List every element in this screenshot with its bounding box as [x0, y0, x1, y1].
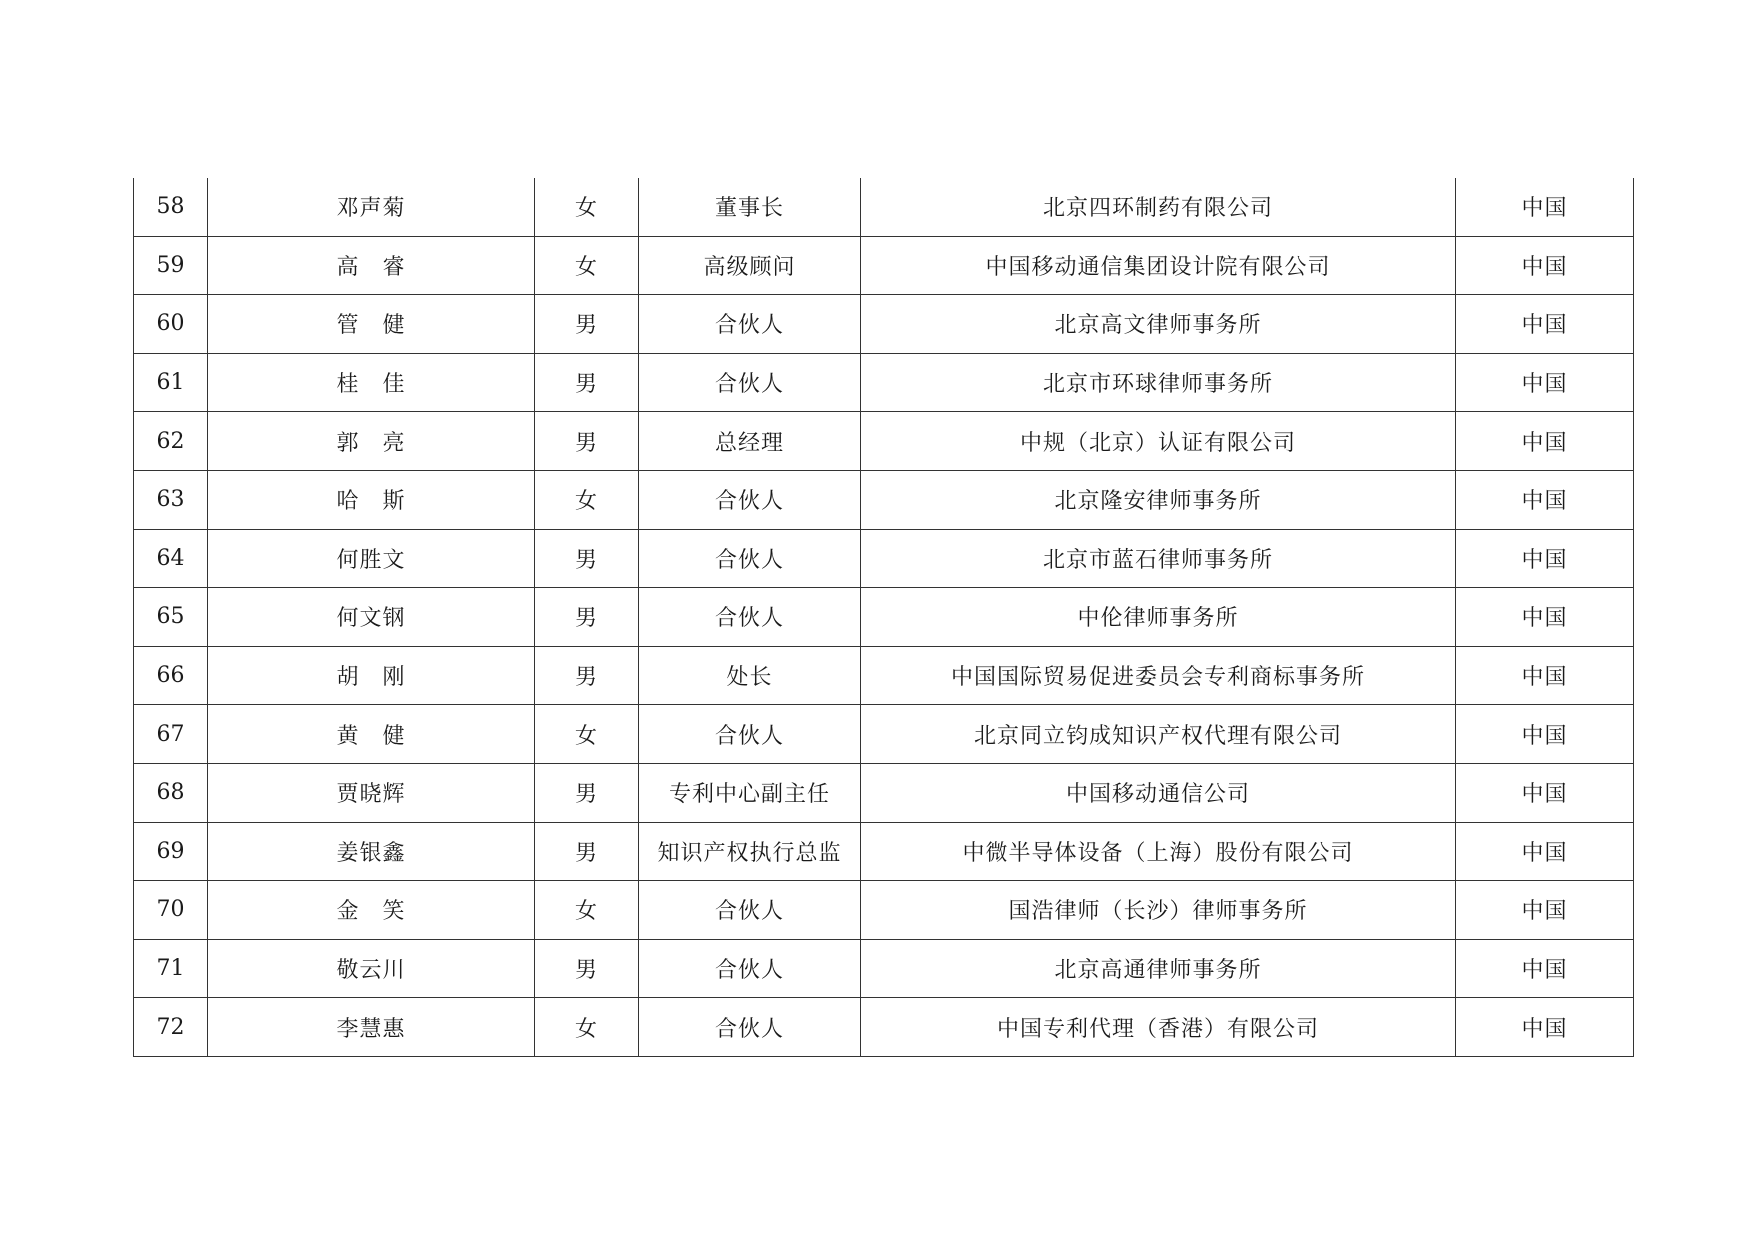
country-cell: 中国 — [1456, 470, 1634, 529]
gender-cell: 女 — [535, 178, 639, 236]
country-cell: 中国 — [1456, 529, 1634, 588]
position-cell: 知识产权执行总监 — [639, 822, 861, 881]
row-number-cell: 64 — [134, 529, 208, 588]
gender-cell: 女 — [535, 470, 639, 529]
row-number-cell: 62 — [134, 412, 208, 471]
member-table-body — [134, 178, 1634, 1056]
organization-cell: 国浩律师（长沙）律师事务所 — [861, 881, 1456, 940]
row-number-cell: 65 — [134, 588, 208, 647]
position-cell: 合伙人 — [639, 353, 861, 412]
name-cell: 桂 佳 — [208, 353, 535, 412]
country-cell: 中国 — [1456, 939, 1634, 998]
row-number-cell: 60 — [134, 295, 208, 354]
member-table — [133, 178, 1634, 1057]
table-row — [134, 646, 1634, 705]
name-cell: 哈 斯 — [208, 470, 535, 529]
organization-cell: 中规（北京）认证有限公司 — [861, 412, 1456, 471]
row-number-cell: 66 — [134, 646, 208, 705]
name-cell: 金 笑 — [208, 881, 535, 940]
table-row — [134, 998, 1634, 1057]
position-cell: 董事长 — [639, 178, 861, 236]
position-cell: 合伙人 — [639, 881, 861, 940]
name-cell: 管 健 — [208, 295, 535, 354]
gender-cell: 男 — [535, 295, 639, 354]
organization-cell: 北京四环制药有限公司 — [861, 178, 1456, 236]
table-row — [134, 939, 1634, 998]
organization-cell: 北京同立钧成知识产权代理有限公司 — [861, 705, 1456, 764]
organization-cell: 北京高通律师事务所 — [861, 939, 1456, 998]
country-cell: 中国 — [1456, 998, 1634, 1057]
organization-cell: 北京高文律师事务所 — [861, 295, 1456, 354]
name-cell: 贾晓辉 — [208, 763, 535, 822]
gender-cell: 男 — [535, 646, 639, 705]
position-cell: 专利中心副主任 — [639, 763, 861, 822]
gender-cell: 男 — [535, 763, 639, 822]
table-row — [134, 881, 1634, 940]
gender-cell: 女 — [535, 881, 639, 940]
table-row — [134, 763, 1634, 822]
row-number-cell: 61 — [134, 353, 208, 412]
name-cell: 李慧惠 — [208, 998, 535, 1057]
organization-cell: 中伦律师事务所 — [861, 588, 1456, 647]
country-cell: 中国 — [1456, 412, 1634, 471]
position-cell: 合伙人 — [639, 939, 861, 998]
organization-cell: 中国移动通信公司 — [861, 763, 1456, 822]
row-number-cell: 59 — [134, 236, 208, 295]
row-number-cell: 68 — [134, 763, 208, 822]
row-number-cell: 58 — [134, 178, 208, 236]
row-number-cell: 71 — [134, 939, 208, 998]
organization-cell: 中微半导体设备（上海）股份有限公司 — [861, 822, 1456, 881]
name-cell: 高 睿 — [208, 236, 535, 295]
country-cell: 中国 — [1456, 353, 1634, 412]
table-row — [134, 470, 1634, 529]
organization-cell: 中国专利代理（香港）有限公司 — [861, 998, 1456, 1057]
row-number-cell: 72 — [134, 998, 208, 1057]
name-cell: 姜银鑫 — [208, 822, 535, 881]
gender-cell: 男 — [535, 588, 639, 647]
name-cell: 黄 健 — [208, 705, 535, 764]
country-cell: 中国 — [1456, 236, 1634, 295]
gender-cell: 男 — [535, 412, 639, 471]
name-cell: 邓声菊 — [208, 178, 535, 236]
table-row — [134, 529, 1634, 588]
row-number-cell: 63 — [134, 470, 208, 529]
gender-cell: 女 — [535, 705, 639, 764]
country-cell: 中国 — [1456, 822, 1634, 881]
country-cell: 中国 — [1456, 705, 1634, 764]
table-row — [134, 822, 1634, 881]
position-cell: 合伙人 — [639, 295, 861, 354]
position-cell: 处长 — [639, 646, 861, 705]
gender-cell: 男 — [535, 939, 639, 998]
country-cell: 中国 — [1456, 881, 1634, 940]
organization-cell: 北京市蓝石律师事务所 — [861, 529, 1456, 588]
organization-cell: 中国移动通信集团设计院有限公司 — [861, 236, 1456, 295]
country-cell: 中国 — [1456, 646, 1634, 705]
position-cell: 合伙人 — [639, 705, 861, 764]
gender-cell: 男 — [535, 529, 639, 588]
position-cell: 合伙人 — [639, 529, 861, 588]
country-cell: 中国 — [1456, 763, 1634, 822]
name-cell: 何文钢 — [208, 588, 535, 647]
position-cell: 合伙人 — [639, 470, 861, 529]
country-cell: 中国 — [1456, 178, 1634, 236]
table-row — [134, 412, 1634, 471]
position-cell: 合伙人 — [639, 588, 861, 647]
table-row — [134, 295, 1634, 354]
table-row — [134, 588, 1634, 647]
name-cell: 胡 刚 — [208, 646, 535, 705]
row-number-cell: 67 — [134, 705, 208, 764]
table-row — [134, 353, 1634, 412]
country-cell: 中国 — [1456, 295, 1634, 354]
position-cell: 合伙人 — [639, 998, 861, 1057]
row-number-cell: 70 — [134, 881, 208, 940]
gender-cell: 男 — [535, 353, 639, 412]
row-number-cell: 69 — [134, 822, 208, 881]
table-row — [134, 236, 1634, 295]
organization-cell: 北京市环球律师事务所 — [861, 353, 1456, 412]
organization-cell: 北京隆安律师事务所 — [861, 470, 1456, 529]
organization-cell: 中国国际贸易促进委员会专利商标事务所 — [861, 646, 1456, 705]
name-cell: 郭 亮 — [208, 412, 535, 471]
name-cell: 何胜文 — [208, 529, 535, 588]
country-cell: 中国 — [1456, 588, 1634, 647]
gender-cell: 女 — [535, 998, 639, 1057]
table-row — [134, 178, 1634, 236]
position-cell: 总经理 — [639, 412, 861, 471]
gender-cell: 男 — [535, 822, 639, 881]
position-cell: 高级顾问 — [639, 236, 861, 295]
name-cell: 敬云川 — [208, 939, 535, 998]
table-row — [134, 705, 1634, 764]
gender-cell: 女 — [535, 236, 639, 295]
